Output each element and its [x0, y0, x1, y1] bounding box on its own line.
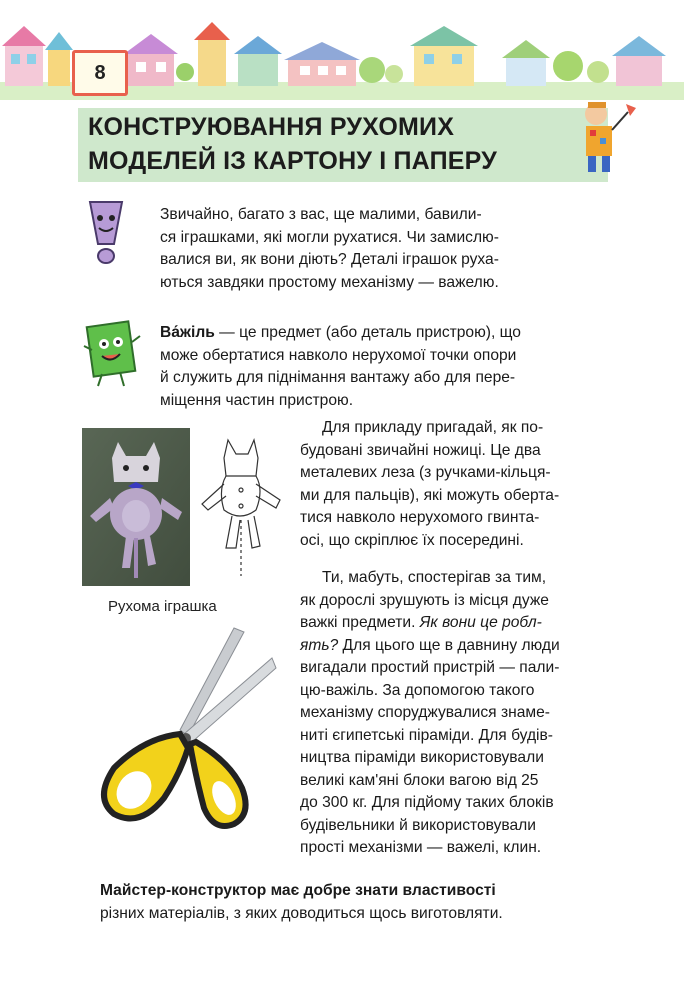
example-paragraph: [300, 417, 638, 552]
definition-paragraph: [160, 322, 638, 412]
boy-character-illustration: [576, 94, 638, 180]
lever-line: цю-важіль. За допомогою такого: [300, 681, 535, 699]
lever-line: [300, 612, 638, 635]
lever-text: Для цього ще в давнину люди: [338, 636, 560, 654]
book-character-icon: [80, 318, 144, 390]
house-5: [234, 36, 282, 86]
house-1: [2, 26, 46, 86]
page-title: [88, 110, 588, 178]
definition-line: й служить для піднімання вантажу або для пере-: [160, 369, 516, 386]
lever-line: як дорослі зрушують із місця дуже: [300, 591, 549, 609]
intro-line: валися ви, як вони діють? Деталі іграшок руха-: [160, 251, 499, 268]
scissors-image: [84, 618, 284, 838]
lever-line: до 300 кг. Для підйому таких блоків: [300, 794, 554, 811]
moving-toy-photo: [82, 428, 190, 586]
house-8: [502, 40, 550, 86]
title-line-1: КОНСТРУЮВАННЯ РУХОМИХ: [88, 113, 455, 141]
lever-text: важкі предмети.: [300, 614, 420, 631]
example-line: ми для пальців), які можуть оберта-: [300, 486, 560, 504]
intro-line: ються завдяки простому механізму — важелю.: [160, 273, 499, 291]
lever-line: [300, 635, 638, 658]
definition-line: міщення частин пристрою.: [160, 391, 354, 409]
lever-question: Як вони це робл-: [419, 614, 542, 631]
house-7: [410, 26, 478, 86]
lever-line: механізму споруджувалися знаме-: [300, 704, 550, 721]
exclamation-mark-icon: [84, 198, 128, 268]
lever-line: прості механізми — важелі, клин.: [300, 839, 542, 856]
lever-line: ниті єгипетські піраміди. Для будів-: [300, 726, 553, 744]
closing-line: Майстер-конструктор має добре знати властивості: [100, 882, 496, 899]
lever-line: Ти, мабуть, спостерігав за тим,: [322, 569, 547, 586]
house-2: [45, 32, 73, 86]
intro-paragraph: [160, 204, 638, 294]
lever-paragraph: [300, 567, 638, 860]
house-6: [284, 42, 360, 86]
closing-line: різних матеріалів, з яких доводиться щось виготовляти.: [100, 904, 503, 922]
house-4: [194, 22, 230, 86]
example-line: металевих леза (з ручками-кільця-: [300, 464, 551, 481]
lever-line: великі кам'яні блоки вагою від 25: [300, 771, 539, 789]
title-line-2: МОДЕЛЕЙ ІЗ КАРТОНУ І ПАПЕРУ: [88, 147, 497, 175]
toy-template-drawing: [194, 430, 286, 580]
closing-paragraph: [100, 880, 638, 925]
intro-line: ся іграшками, які могли рухатися. Чи замислю-: [160, 228, 499, 246]
example-line: тися навколо нерухомого гвинта-: [300, 509, 540, 526]
definition-line: може обертатися навколо нерухомої точки опори: [160, 346, 517, 364]
toy-caption: Рухома іграшка: [108, 598, 217, 615]
intro-line: Звичайно, багато з вас, ще малими, бавили-: [160, 206, 482, 223]
example-line: будовані звичайні ножиці. Це два: [300, 441, 541, 459]
lever-line: будівельники й використовували: [300, 816, 536, 834]
page-number: 8: [72, 50, 128, 96]
definition-term: Ва́жіль: [160, 324, 215, 341]
definition-line: — це предмет (або деталь пристрою), що: [214, 324, 521, 341]
lever-question: ять?: [300, 636, 339, 654]
lever-line: вигадали простий пристрій — пали-: [300, 659, 560, 676]
lever-line: ництва піраміди використовували: [300, 749, 544, 766]
house-3: [124, 34, 178, 86]
example-line: осі, що скріплює їх посередині.: [300, 531, 524, 549]
house-9: [612, 36, 666, 86]
example-line: Для прикладу пригадай, як по-: [322, 419, 544, 436]
